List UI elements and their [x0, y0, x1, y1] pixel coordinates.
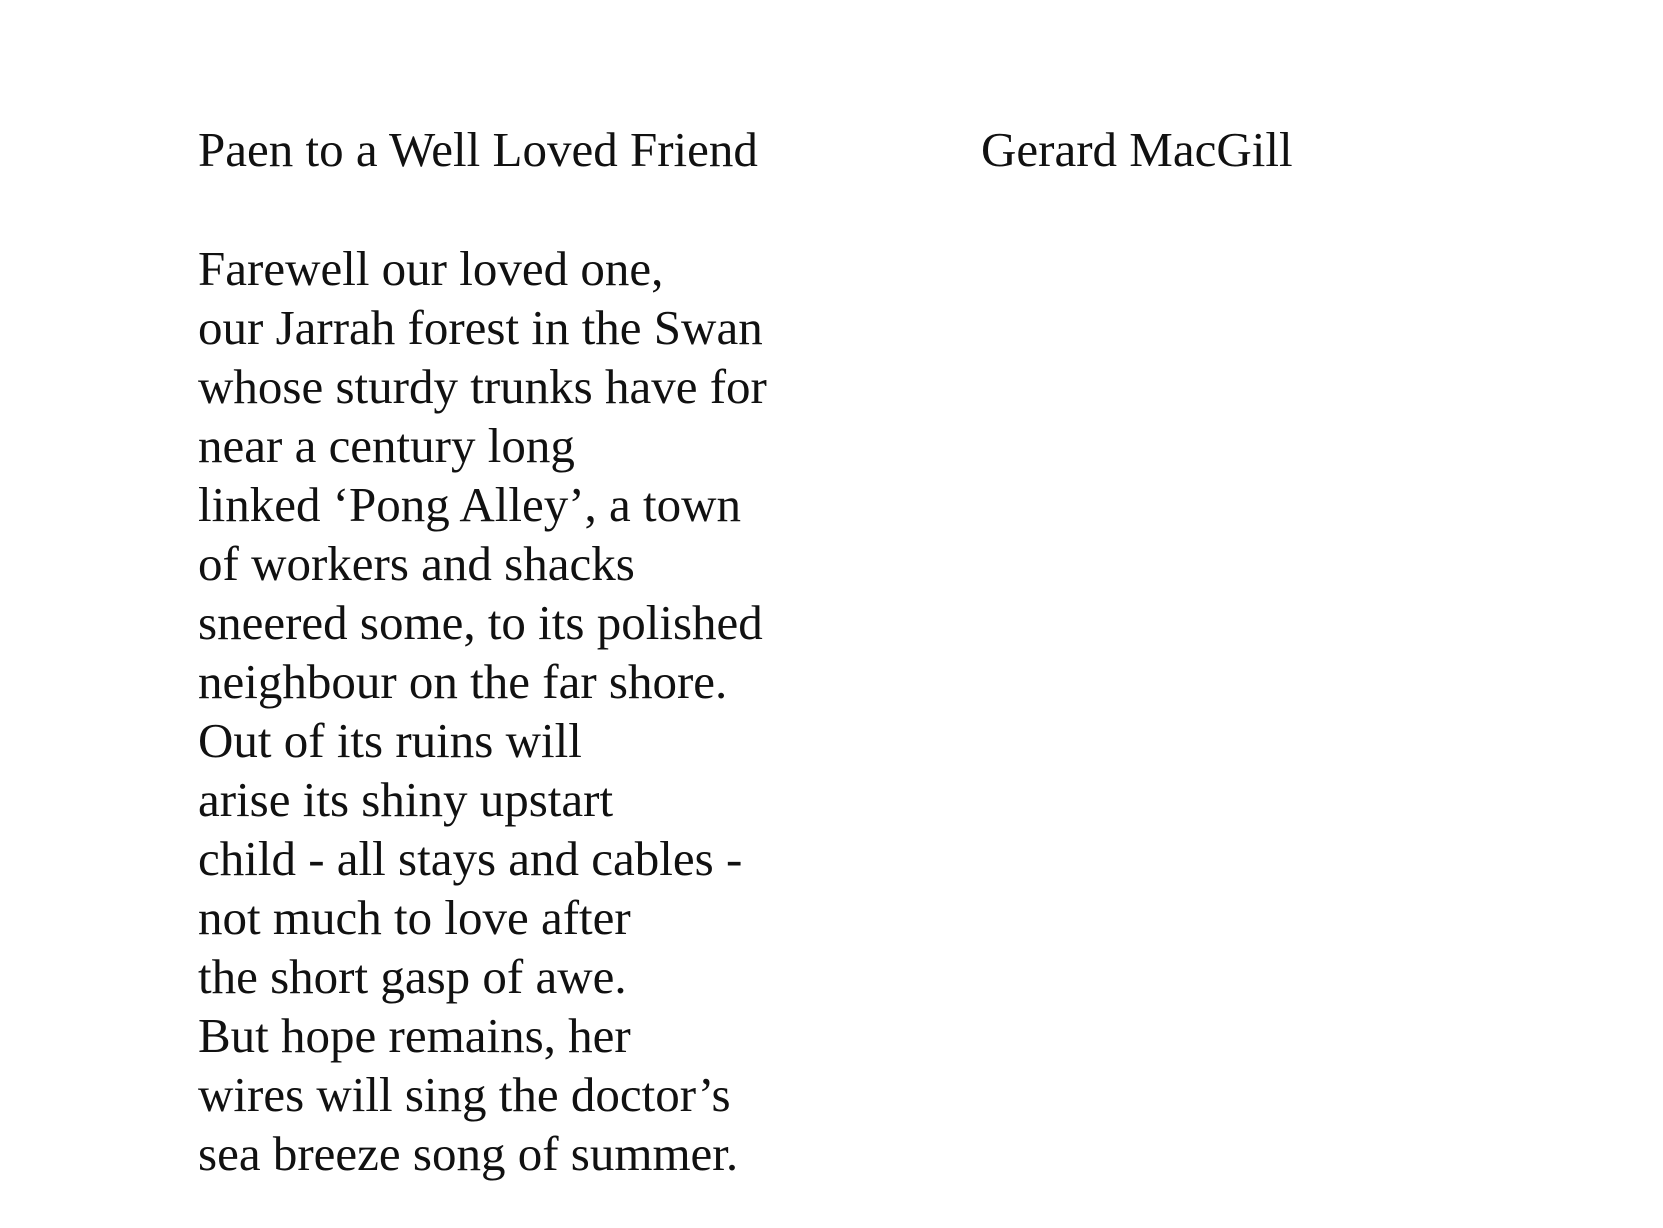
poem-line: of workers and shacks [198, 536, 635, 591]
poem-line: arise its shiny upstart [198, 772, 614, 827]
poem-title: Paen to a Well Loved Friend [198, 122, 758, 177]
poem-line: neighbour on the far shore. [198, 654, 728, 709]
poem-line: near a century long [198, 418, 575, 473]
poem-line: the short gasp of awe. [198, 949, 627, 1004]
poem-line: linked ‘Pong Alley’, a town [198, 477, 742, 532]
poem-line: wires will sing the doctor’s [198, 1067, 731, 1122]
poem-line: not much to love after [198, 890, 631, 945]
poem-line: Farewell our loved one, [198, 241, 664, 296]
poem-body [198, 239, 767, 1183]
poem-line: sneered some, to its polished [198, 595, 763, 650]
poem-line: our Jarrah forest in the Swan [198, 300, 763, 355]
poem-line: But hope remains, her [198, 1008, 631, 1063]
poem-author: Gerard MacGill [981, 122, 1293, 177]
poem-line: child - all stays and cables - [198, 831, 743, 886]
poem-line: Out of its ruins will [198, 713, 582, 768]
poem-line: sea breeze song of summer. [198, 1126, 739, 1181]
poem-line: whose sturdy trunks have for [198, 359, 767, 414]
